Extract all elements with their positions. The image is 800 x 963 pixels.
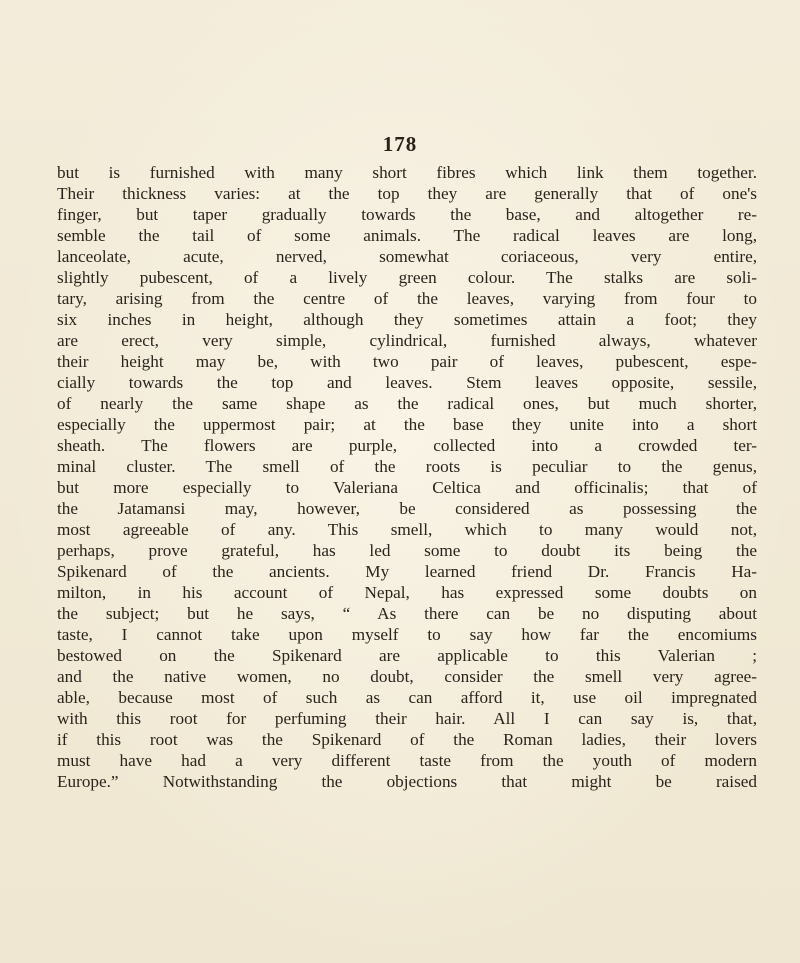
text-line-19: perhaps, prove grateful, has led some to doubt its being the (57, 541, 757, 560)
text-line-2: Their thickness varies: at the top they are generally that of one's (57, 184, 757, 203)
page-number: 178 (382, 132, 418, 156)
text-line-13: especially the uppermost pair; at the base they unite into a short (57, 415, 757, 434)
text-line-24: bestowed on the Spikenard are applicable to this Valerian ; (57, 646, 757, 665)
text-line-14: sheath. The flowers are purple, collected into a crowded ter- (57, 436, 757, 455)
text-line-4: semble the tail of some animals. The radical leaves are long, (57, 226, 757, 245)
text-line-6: slightly pubescent, of a lively green colour. The stalks are soli- (57, 268, 757, 287)
text-line-17: the Jatamansi may, however, be considered as possessing the (57, 499, 757, 518)
text-line-10: their height may be, with two pair of leaves, pubescent, espe- (57, 352, 757, 371)
text-line-30: Europe.” Notwithstanding the objections that might be raised (57, 772, 757, 791)
text-line-26: able, because most of such as can afford it, use oil impregnated (57, 688, 757, 707)
text-line-21: milton, in his account of Nepal, has expressed some doubts on (57, 583, 757, 602)
text-line-22: the subject; but he says, “ As there can be no disputing about (57, 604, 757, 623)
text-line-27: with this root for perfuming their hair. All I can say is, that, (57, 709, 757, 728)
text-line-3: finger, but taper gradually towards the base, and altogether re- (57, 205, 757, 224)
text-line-15: minal cluster. The smell of the roots is peculiar to the genus, (57, 457, 757, 476)
text-line-20: Spikenard of the ancients. My learned friend Dr. Francis Ha- (57, 562, 757, 581)
text-line-9: are erect, very simple, cylindrical, furnished always, whatever (57, 331, 757, 350)
text-line-8: six inches in height, although they sometimes attain a foot; they (57, 310, 757, 329)
text-line-16: but more especially to Valeriana Celtica and officinalis; that of (57, 478, 757, 497)
text-line-1: but is furnished with many short fibres which link them together. (57, 163, 757, 182)
text-line-7: tary, arising from the centre of the leaves, varying from four to (57, 289, 757, 308)
text-line-25: and the native women, no doubt, consider the smell very agree- (57, 667, 757, 686)
text-line-11: cially towards the top and leaves. Stem leaves opposite, sessile, (57, 373, 757, 392)
text-line-29: must have had a very different taste from the youth of modern (57, 751, 757, 770)
body-text (57, 162, 757, 792)
text-line-18: most agreeable of any. This smell, which to many would not, (57, 520, 757, 539)
text-line-5: lanceolate, acute, nerved, somewhat coriaceous, very entire, (57, 247, 757, 266)
text-line-23: taste, I cannot take upon myself to say how far the encomiums (57, 625, 757, 644)
text-line-12: of nearly the same shape as the radical ones, but much shorter, (57, 394, 757, 413)
text-line-28: if this root was the Spikenard of the Roman ladies, their lovers (57, 730, 757, 749)
